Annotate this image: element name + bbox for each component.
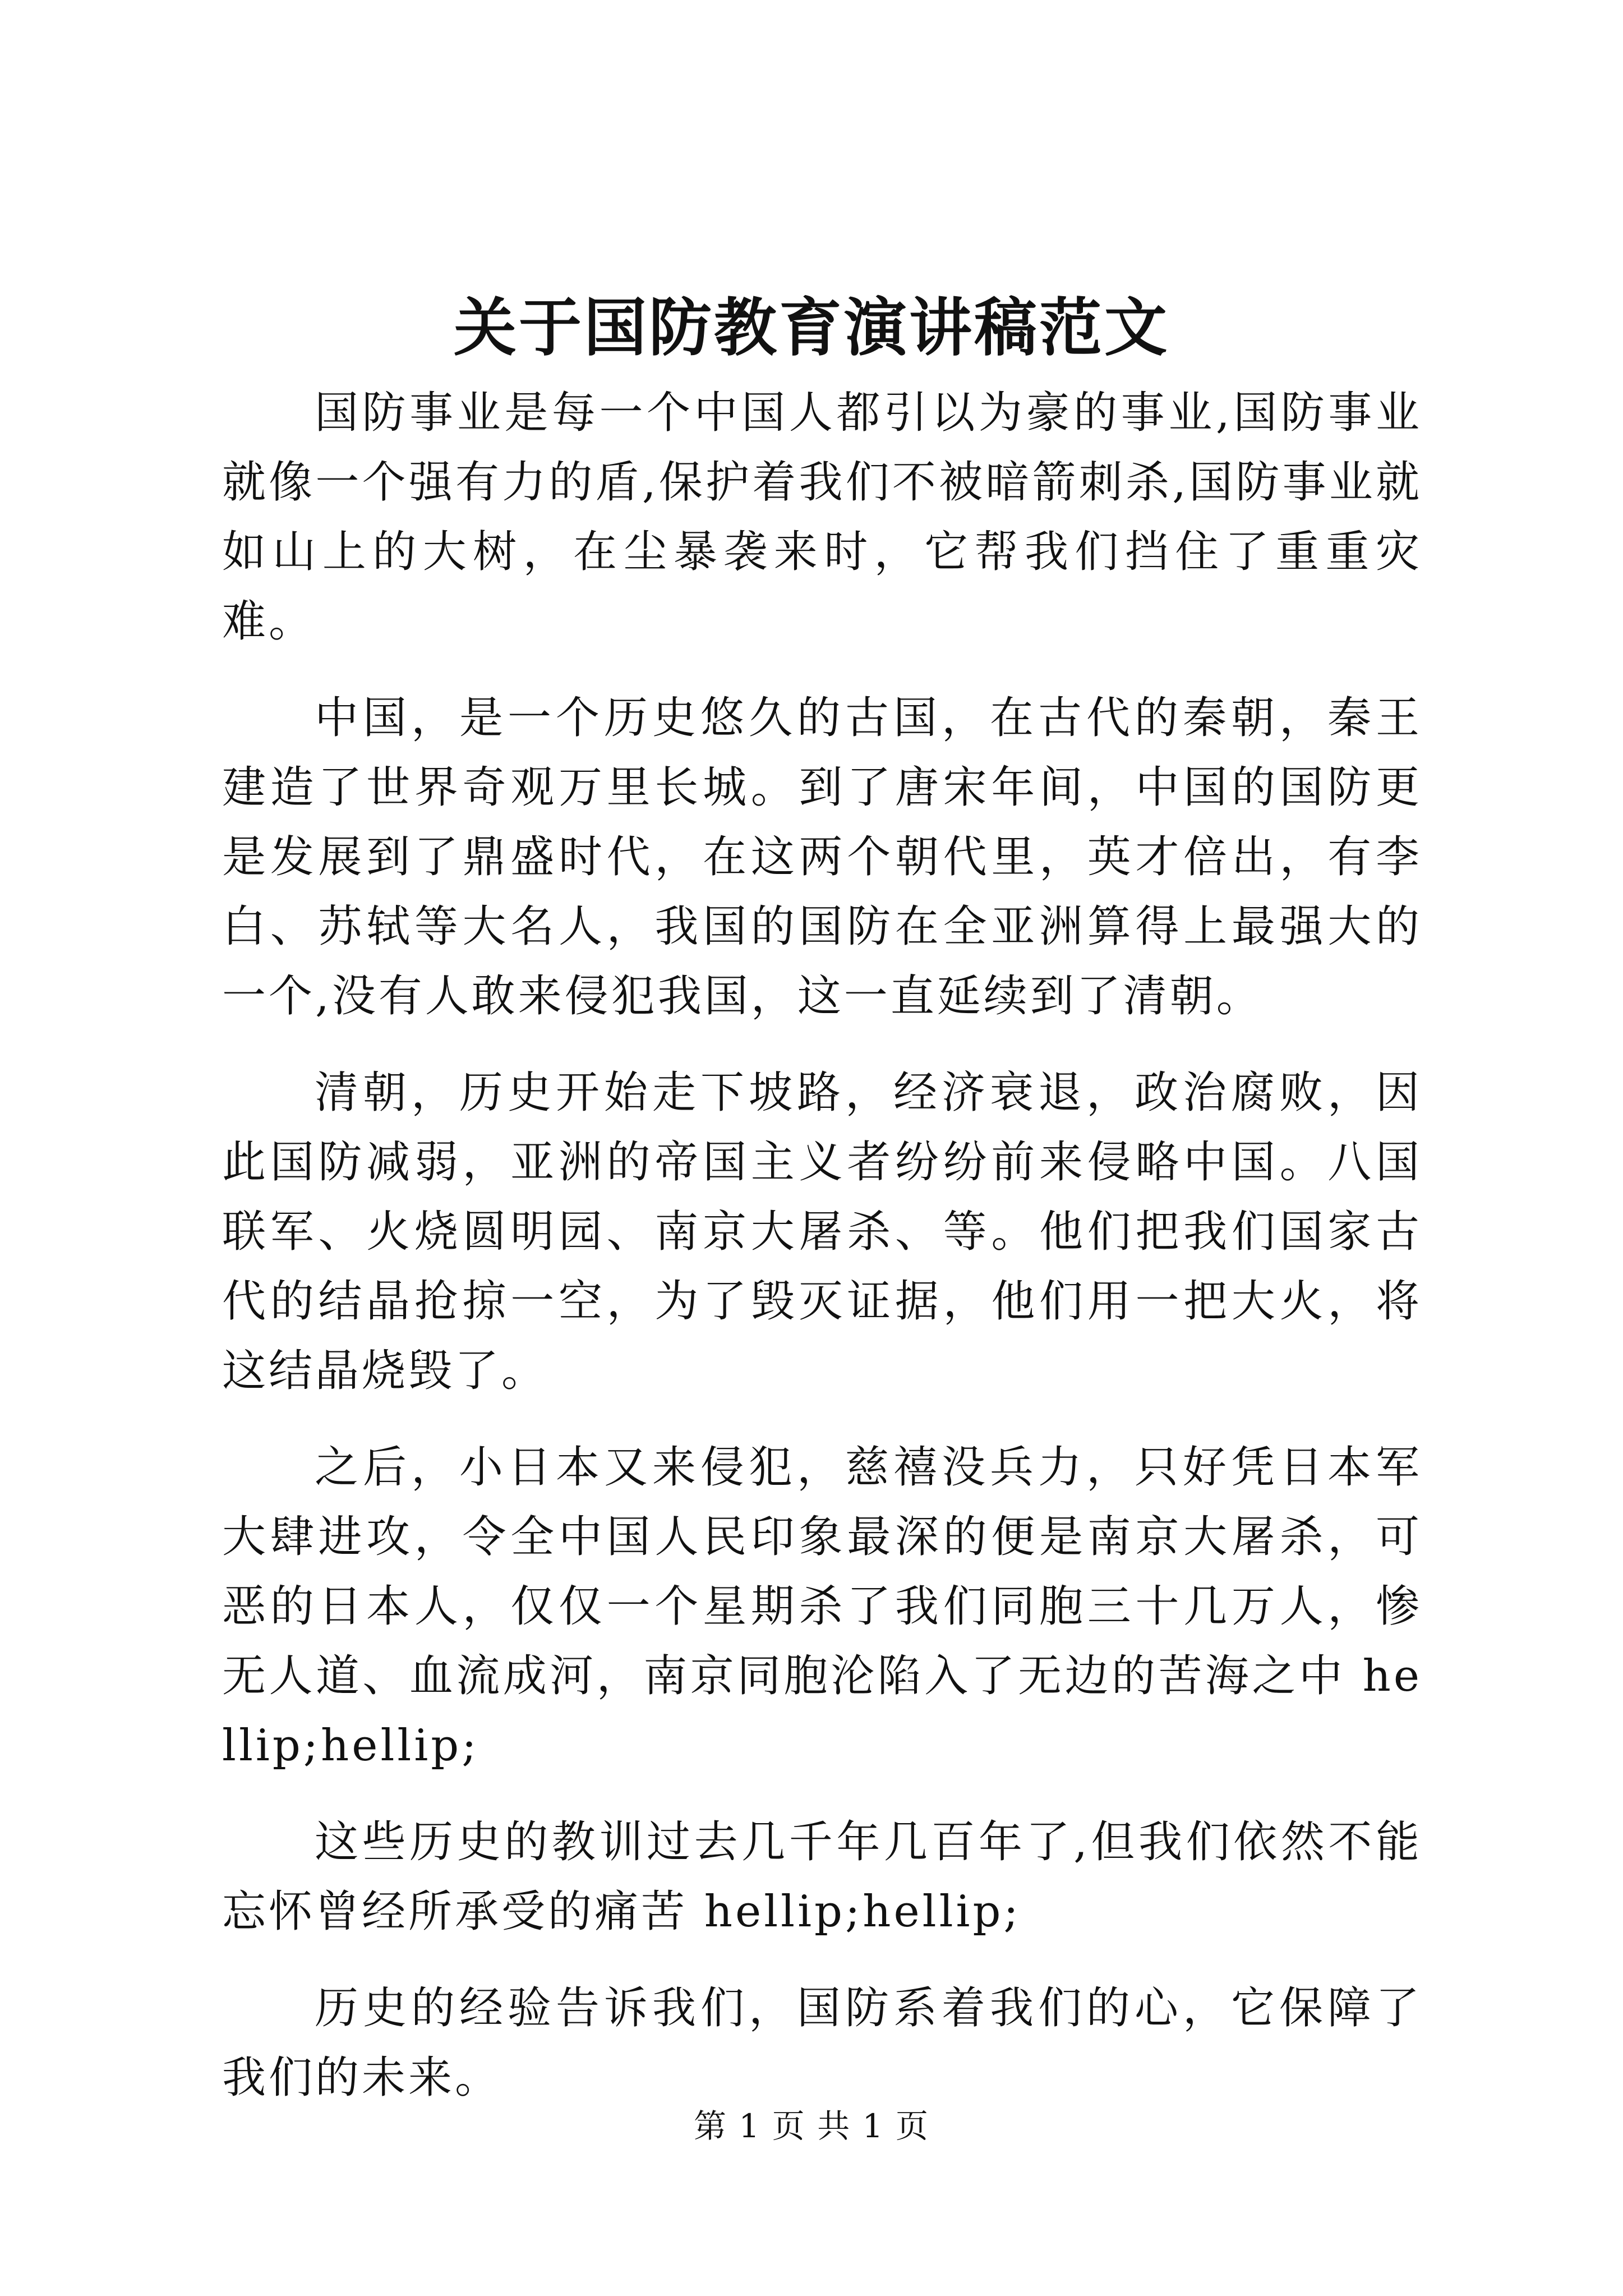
paragraph-3: 清朝，历史开始走下坡路，经济衰退，政治腐败，因此国防减弱，亚洲的帝国主义者纷纷前来侵略中国。八国联军、火烧圆明园、南京大屠杀、等。他们把我们国家古代的结晶抢掠一空，为了毁灭证据，他们用一把大火，将这结晶烧毁了。: [222, 1068, 1422, 1396]
paragraph-5: 这些历史的教训过去几千年几百年了,但我们依然不能忘怀曾经所承受的痛苦 hellip;hellip;: [222, 1817, 1422, 1937]
paragraph-4: 之后，小日本又来侵犯，慈禧没兵力，只好凭日本军大肆进攻，令全中国人民印象最深的便是南京大屠杀，可恶的日本人，仅仅一个星期杀了我们同胞三十几万人，惨无人道、血流成河，南京同胞沦陷入了无边的苦海之中 hellip;hellip;: [222, 1442, 1422, 1771]
page-footer: 第 1 页 共 1 页: [694, 2107, 929, 2145]
document-body: [222, 378, 1422, 2139]
paragraph-2: 中国，是一个历史悠久的古国，在古代的秦朝，秦王建造了世界奇观万里长城。到了唐宋年间，中国的国防更是发展到了鼎盛时代，在这两个朝代里，英才倍出，有李白、苏轼等大名人，我国的国防在全亚洲算得上最强大的一个,没有人敢来侵犯我国，这一直延续到了清朝。: [222, 693, 1422, 1022]
paragraph-6: 历史的经验告诉我们，国防系着我们的心，它保障了我们的未来。: [222, 1983, 1422, 2103]
document-title: 关于国防教育演讲稿范文: [454, 291, 1169, 365]
paragraph-1: 国防事业是每一个中国人都引以为豪的事业,国防事业就像一个强有力的盾,保护着我们不被暗箭刺杀,国防事业就如山上的大树，在尘暴袭来时，它帮我们挡住了重重灾难。: [222, 388, 1422, 647]
